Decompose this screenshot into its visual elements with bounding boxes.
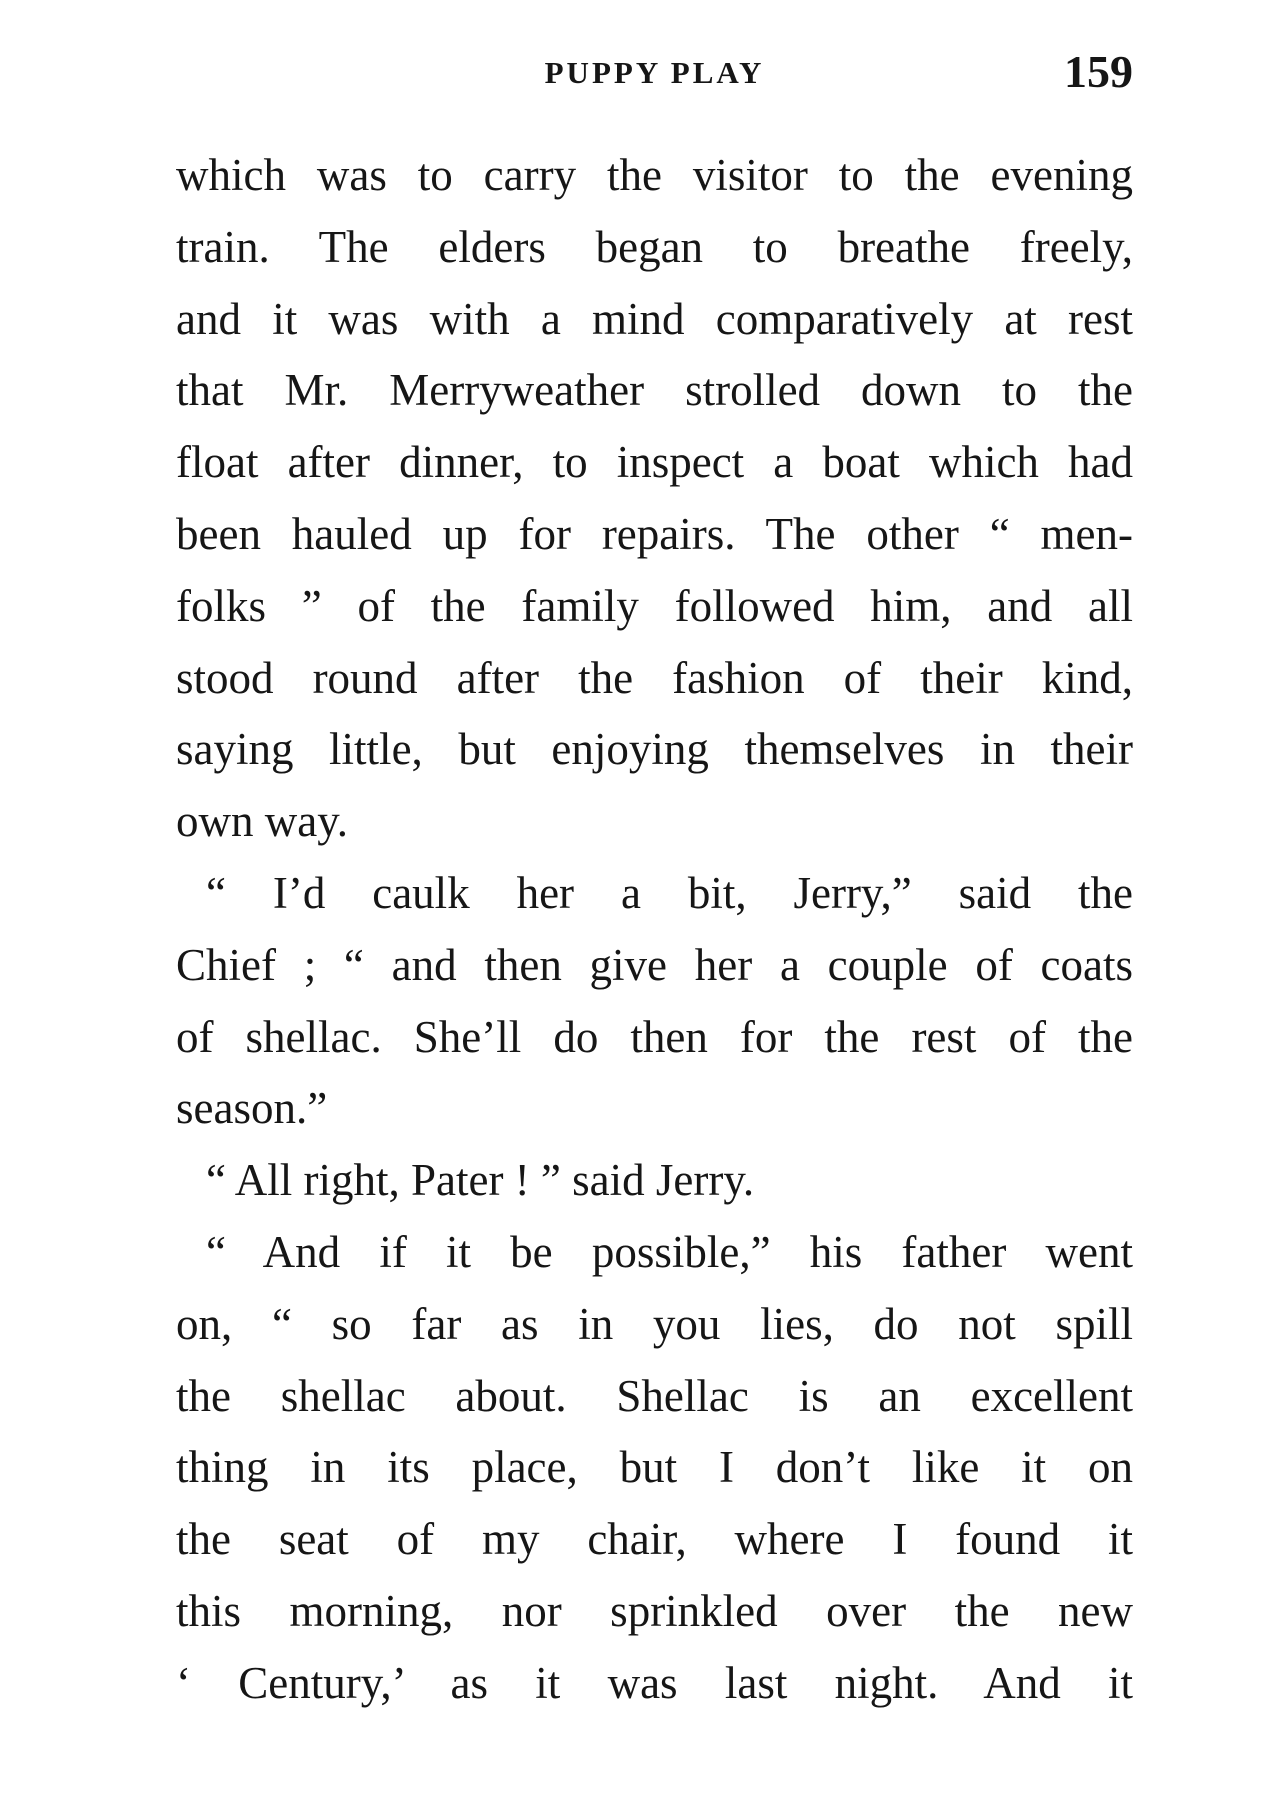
text-line: own way.	[176, 796, 349, 847]
text-line: the shellac about. Shellac is an excellent	[176, 1370, 1133, 1421]
text-line: “ And if it be possible,” his father went	[206, 1226, 1133, 1277]
text-line: season.”	[176, 1083, 328, 1134]
text-line: on, “ so far as in you lies, do not spill	[176, 1298, 1133, 1349]
text-line: thing in its place, but I don’t like it on	[176, 1442, 1133, 1493]
text-line: which was to carry the visitor to the evening	[176, 150, 1133, 200]
text-line: Chief ; “ and then give her a couple of coats	[176, 939, 1133, 990]
body-text	[176, 140, 1133, 1720]
text-line: folks ” of the family followed him, and all	[176, 580, 1133, 631]
text-line: this morning, nor sprinkled over the new	[176, 1585, 1133, 1636]
text-line: stood round after the fashion of their kind,	[176, 652, 1133, 703]
text-line: float after dinner, to inspect a boat which had	[176, 437, 1133, 488]
text-line: the seat of my chair, where I found it	[176, 1514, 1133, 1565]
text-line: of shellac. She’ll do then for the rest of the	[176, 1011, 1133, 1062]
text-line: saying little, but enjoying themselves in their	[176, 724, 1133, 775]
running-head	[176, 45, 1133, 105]
text-line: “ All right, Pater ! ” said Jerry.	[206, 1155, 755, 1206]
text-line: that Mr. Merryweather strolled down to the	[176, 365, 1133, 416]
page-number: 159	[1064, 46, 1133, 97]
text-line: train. The elders began to breathe freely,	[176, 221, 1133, 272]
text-line: “ I’d caulk her a bit, Jerry,” said the	[206, 867, 1133, 918]
text-line: ‘ Century,’ as it was last night. And it	[176, 1657, 1133, 1708]
text-line: and it was with a mind comparatively at rest	[176, 293, 1133, 344]
text-line: been hauled up for repairs. The other “ men-	[176, 508, 1133, 559]
running-title: PUPPY PLAY	[544, 55, 765, 90]
